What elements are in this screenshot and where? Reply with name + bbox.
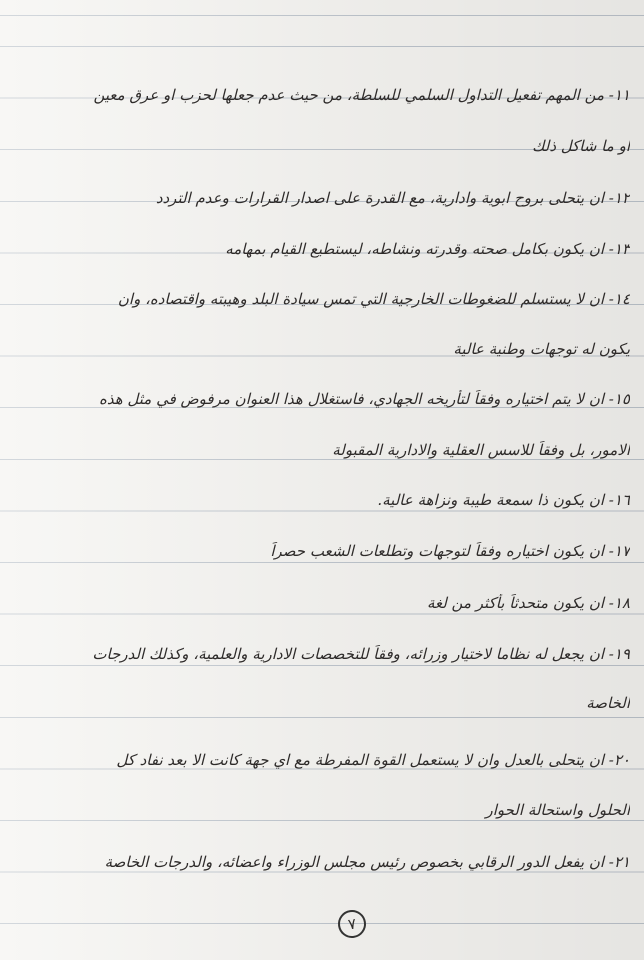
text-line: الحلول واستحالة الحوار [485,801,630,819]
text-line: الامور، بل وفقاً للاسس العقلية والادارية المقبولة [332,441,630,459]
text-line: ٢٠- ان يتحلى بالعدل وان لا يستعمل القوة المفرطة مع اي جهة كانت الا بعد نفاد كل [116,751,630,769]
text-line: ١٦- ان يكون ذا سمعة طيبة ونزاهة عالية. [377,491,630,509]
text-line: ١٧- ان يكون اختياره وفقاً لتوجهات وتطلعات الشعب حصراً [270,542,630,560]
text-line: ١٨- ان يكون متحدثاً بأكثر من لغة [426,594,630,612]
text-line: ١٩- ان يجعل له نظاما لاختيار وزرائه، وفقاً للتخصصات الادارية والعلمية، وكذلك الدرجات [92,645,630,663]
page-number: ٧ [336,908,368,940]
text-line: ١٣- ان يكون بكامل صحته وقدرته ونشاطه، ليستطيع القيام بمهامه [225,240,630,258]
text-line: يكون له توجهات وطنية عالية [453,340,630,358]
text-line: ٢١- ان يفعل الدور الرقابي بخصوص رئيس مجلس الوزراء واعضائه، والدرجات الخاصة [104,853,630,871]
text-line: ١٤- ان لا يستسلم للضغوطات الخارجية التي تمس سيادة البلد وهيبته واقتصاده، وان [117,290,630,308]
text-line: او ما شاكل ذلك [532,137,630,155]
text-line: الخاصة [586,694,630,712]
text-line: ١٥- ان لا يتم اختياره وفقاً لتأريخه الجهادي، فاستغلال هذا العنوان مرفوض في مثل هذه [99,390,630,408]
text-line: ١١- من المهم تفعيل التداول السلمي للسلطة، من حيث عدم جعلها لحزب او عرق معين [93,86,630,104]
text-line: ١٢- ان يتحلى بروح ابوية وادارية، مع القدرة على اصدار القرارات وعدم التردد [155,189,630,207]
